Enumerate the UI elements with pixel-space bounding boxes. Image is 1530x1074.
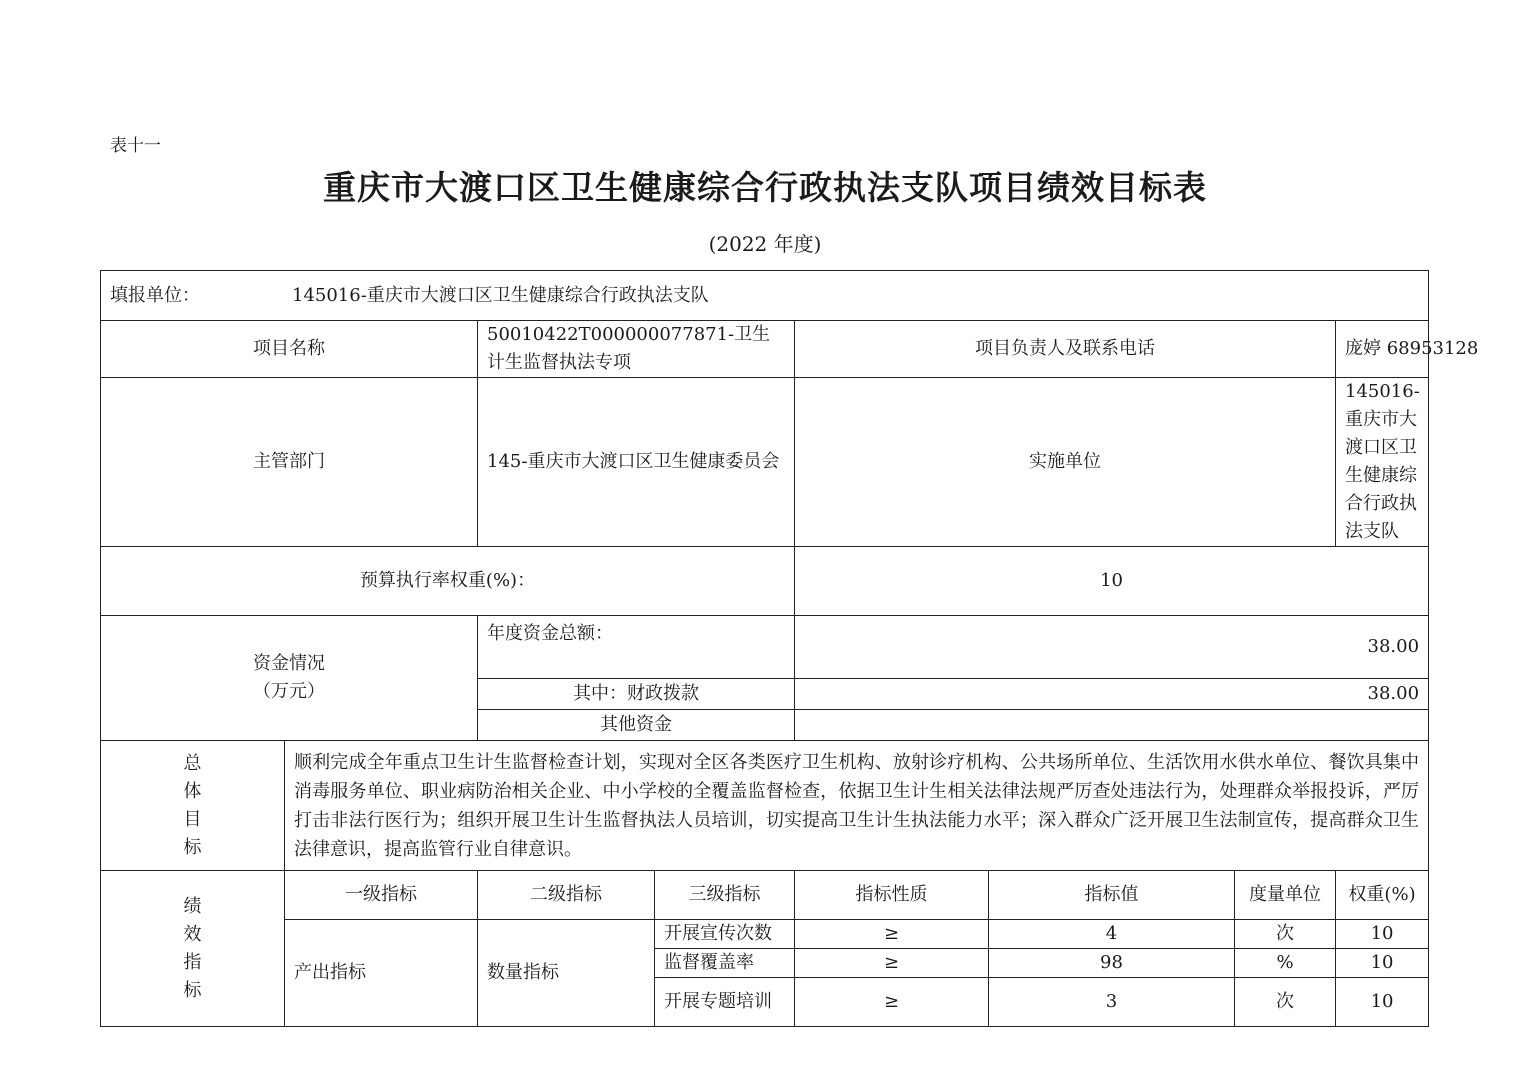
indicator-weight: 10 — [1336, 978, 1429, 1027]
overall-goal-char: 标 — [183, 836, 202, 858]
indicators-char: 绩 — [183, 895, 202, 917]
report-unit-value: 145016-重庆市大渡口区卫生健康综合行政执法支队 — [292, 284, 709, 306]
department-row — [101, 378, 1429, 547]
indicator-weight: 10 — [1336, 949, 1429, 978]
funds-other-value — [795, 710, 1429, 741]
budget-rate-row — [101, 547, 1429, 616]
indicators-char: 标 — [183, 979, 202, 1001]
indicators-label — [101, 871, 285, 1027]
project-contact-value: 庞婷 68953128 — [1336, 321, 1429, 378]
funds-total-label: 年度资金总额： — [478, 616, 795, 679]
department-value: 145-重庆市大渡口区卫生健康委员会 — [478, 378, 795, 547]
report-unit-row — [101, 271, 1429, 321]
indicator-name: 开展宣传次数 — [655, 920, 795, 949]
table-number: 表十一 — [110, 136, 161, 156]
level2-value: 数量指标 — [478, 920, 655, 1027]
overall-goal-char: 总 — [183, 752, 202, 774]
indicator-nature: ≥ — [795, 920, 989, 949]
overall-goal-char: 目 — [183, 808, 202, 830]
performance-table — [100, 270, 1479, 1027]
header-weight: 权重(%) — [1336, 871, 1429, 920]
header-level1: 一级指标 — [285, 871, 478, 920]
header-nature: 指标性质 — [795, 871, 989, 920]
overall-goal-char: 体 — [183, 780, 202, 802]
indicator-weight: 10 — [1336, 920, 1429, 949]
indicators-char: 效 — [183, 923, 202, 945]
funds-fiscal-label: 其中：财政拨款 — [478, 679, 795, 710]
indicator-nature: ≥ — [795, 978, 989, 1027]
page-title: 重庆市大渡口区卫生健康综合行政执法支队项目绩效目标表 — [323, 168, 1207, 207]
indicator-value: 3 — [989, 978, 1235, 1027]
indicator-nature: ≥ — [795, 949, 989, 978]
header-value: 指标值 — [989, 871, 1235, 920]
header-level3: 三级指标 — [655, 871, 795, 920]
project-name-value: 50010422T000000077871-卫生计生监督执法专项 — [478, 321, 795, 378]
level1-value: 产出指标 — [285, 920, 478, 1027]
indicators-char: 指 — [183, 951, 202, 973]
implementing-unit-label: 实施单位 — [795, 378, 1336, 547]
table-row — [101, 920, 1429, 949]
department-label: 主管部门 — [101, 378, 478, 547]
indicator-value: 98 — [989, 949, 1235, 978]
page-subtitle: (2022 年度) — [708, 232, 822, 256]
budget-rate-label: 预算执行率权重(%)： — [101, 547, 795, 616]
funds-label — [101, 616, 478, 741]
header-level2: 二级指标 — [478, 871, 655, 920]
indicator-unit: 次 — [1235, 978, 1336, 1027]
budget-rate-value: 10 — [795, 547, 1429, 616]
funds-total-value: 38.00 — [795, 616, 1429, 679]
indicator-value: 4 — [989, 920, 1235, 949]
funds-label-line2: （万元） — [253, 681, 325, 702]
indicator-name: 开展专题培训 — [655, 978, 795, 1027]
header-unit: 度量单位 — [1235, 871, 1336, 920]
implementing-unit-value: 145016-重庆市大渡口区卫生健康综合行政执法支队 — [1336, 378, 1429, 547]
funds-other-label: 其他资金 — [478, 710, 795, 741]
overall-goal-label — [101, 741, 285, 871]
overall-goal-row — [101, 741, 1429, 871]
report-unit-cell — [101, 271, 1429, 321]
indicator-header-row — [101, 871, 1429, 920]
report-unit-label: 填报单位： — [110, 284, 200, 306]
project-name-label: 项目名称 — [101, 321, 478, 378]
indicator-unit: 次 — [1235, 920, 1336, 949]
overall-goal-text: 顺利完成全年重点卫生计生监督检查计划，实现对全区各类医疗卫生机构、放射诊疗机构、公共场所单位、生活饮用水供水单位、餐饮具集中消毒服务单位、职业病防治相关企业、中小学校的全覆盖监督检查，依据卫生计生相关法律法规严厉查处违法行为，处理群众举报投诉，严厉打击非法行医行为；组织开展卫生计生监督执法人员培训，切实提高卫生计生执法能力水平；深入群众广泛开展卫生法制宣传，提高群众卫生法律意识，提高监管行业自律意识。 — [285, 741, 1429, 871]
indicator-name: 监督覆盖率 — [655, 949, 795, 978]
funds-label-line1: 资金情况 — [253, 653, 325, 674]
funds-total-row — [101, 616, 1429, 679]
funds-fiscal-value: 38.00 — [795, 679, 1429, 710]
indicator-unit: % — [1235, 949, 1336, 978]
project-contact-label: 项目负责人及联系电话 — [795, 321, 1336, 378]
project-row — [101, 321, 1429, 378]
